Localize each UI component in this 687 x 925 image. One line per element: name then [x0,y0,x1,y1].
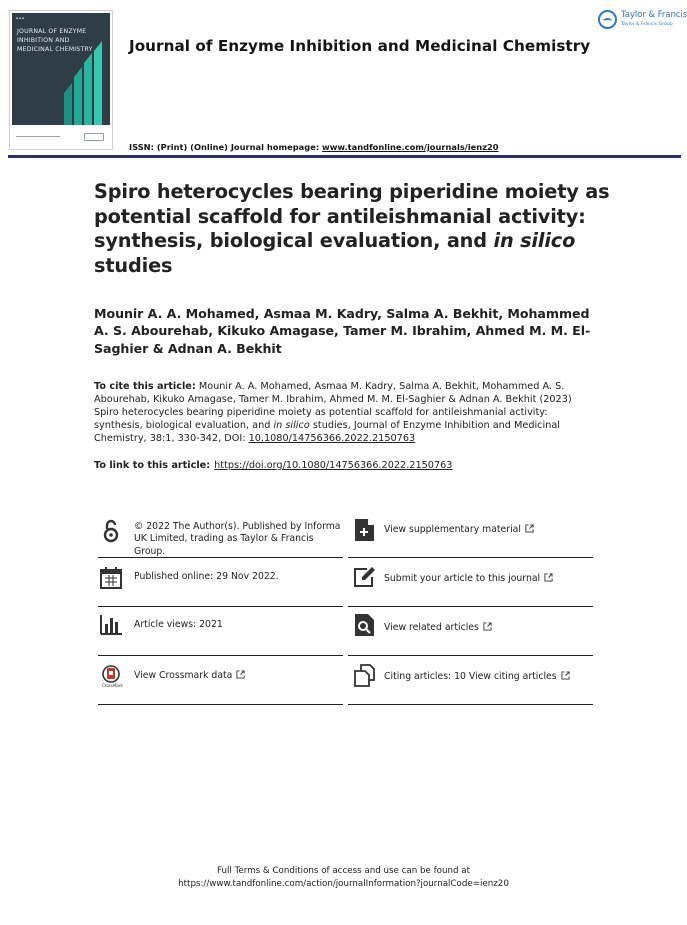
citation-label: To cite this article: [94,381,196,392]
related-articles-text[interactable] [384,622,492,634]
supplementary-text[interactable] [384,524,534,536]
publisher-name: Taylor & Francis [621,10,687,20]
title-main: Spiro heterocycles bearing piperidine moiety as potential scaffold for antileishmanial activity: synthesis, biological evaluation, and [94,180,610,252]
crossmark-caption: CrossMark [102,683,123,688]
citation-text-2: studies, Journal of Enzyme Inhibition and Medicinal Chemistry, 38:1, 330-342, DOI: [94,420,560,445]
supplementary-item[interactable] [348,516,593,564]
divider [348,704,593,705]
citing-articles-icon [352,663,378,689]
external-link-icon [236,670,245,679]
title-tail: studies [94,253,173,277]
related-articles-item[interactable] [348,614,593,662]
edit-document-icon [352,565,378,591]
journal-cover-image[interactable] [9,10,113,150]
publisher-logo-icon [598,10,617,29]
supplementary-link[interactable]: View supplementary material [384,524,521,535]
crossmark-item[interactable] [98,663,343,711]
author-list: Mounir A. A. Mohamed, Asmaa M. Kadry, Salma A. Bekhit, Mohammed A. S. Abourehab, Kikuko Amagase, Tamer M. Ibrahim, Ahmed M. M. El-Saghier & Adnan A. Bekhit [94,306,591,356]
citation-italic: in silico [273,420,310,432]
terms-line: Full Terms & Conditions of access and use can be found at [216,866,471,876]
divider [98,655,343,656]
crossmark-text[interactable] [134,670,245,682]
article-doi-url[interactable]: https://doi.org/10.1080/14756366.2022.2150763 [214,460,453,471]
issn-homepage-line [129,142,499,152]
license-text: © 2022 The Author(s). Published by Informa UK Limited, trading as Taylor & Francis Group. [134,521,341,557]
external-link-icon [483,622,492,631]
citation-text-1: Mounir A. A. Mohamed, Asmaa M. Kadry, Salma A. Bekhit, Mohammed A. S. Abourehab, Kikuko Amagase, Tamer M. Ibrahim, Ahmed M. M. El-Saghier & Adnan A. Bekhit (2023) Spiro heterocycles bearing piperidine moiety as potential scaffold for antileishmanial activity: synthesis, biological evaluation, and [94,381,572,432]
header-rule [8,155,681,158]
terms-footer [0,865,687,890]
document-plus-icon [352,517,378,543]
submit-article-text[interactable] [384,573,553,585]
cover-tag: ▪ ▪ ▪ [16,16,25,20]
article-views-text: Article views: 2021 [134,619,223,630]
divider [98,557,343,558]
cover-title: JOURNAL OF ENZYME INHIBITION AND MEDICINAL CHEMISTRY [17,28,93,53]
related-articles-link[interactable]: View related articles [384,622,479,633]
citing-articles-text[interactable] [384,671,570,683]
divider [348,606,593,607]
terms-url[interactable]: https://www.tandfonline.com/action/journalInformation?journalCode=ienz20 [178,878,509,889]
cover-footer [14,131,108,145]
link-label: To link to this article: [94,460,211,471]
divider [98,704,343,705]
license-item [98,516,343,564]
published-online-item [98,565,343,613]
open-access-lock-icon [98,518,124,544]
divider [348,655,593,656]
published-online-text: Published online: 29 Nov 2022. [134,571,279,582]
article-link-line [94,459,599,472]
external-link-icon [561,671,570,680]
submit-article-link[interactable]: Submit your article to this journal [384,573,541,584]
divider [98,606,343,607]
external-link-icon [525,524,534,533]
cover-artwork [12,13,110,125]
taylor-francis-logo[interactable] [598,9,687,31]
divider [348,557,593,558]
search-document-icon [352,612,378,638]
submit-article-item[interactable] [348,565,593,613]
citing-articles-item[interactable] [348,663,593,711]
journal-title: Journal of Enzyme Inhibition and Medicinal Chemistry [129,37,591,55]
issn-label: ISSN: (Print) (Online) Journal homepage: [129,142,320,152]
publisher-group: Taylor & Francis Group [621,22,673,27]
title-italic: in silico [493,229,576,252]
bar-chart-icon [98,612,124,638]
external-link-icon [544,573,553,582]
citation-block [94,380,599,445]
cover-publisher-logo [84,133,104,141]
citing-articles-link[interactable]: Citing articles: 10 View citing articles [384,671,557,682]
crossmark-link[interactable]: View Crossmark data [134,670,233,681]
calendar-icon [98,565,124,591]
journal-homepage-link[interactable]: www.tandfonline.com/journals/ienz20 [322,142,499,152]
doi-link[interactable]: 10.1080/14756366.2022.2150763 [248,433,416,445]
article-views-item [98,614,343,662]
article-title [94,180,614,278]
